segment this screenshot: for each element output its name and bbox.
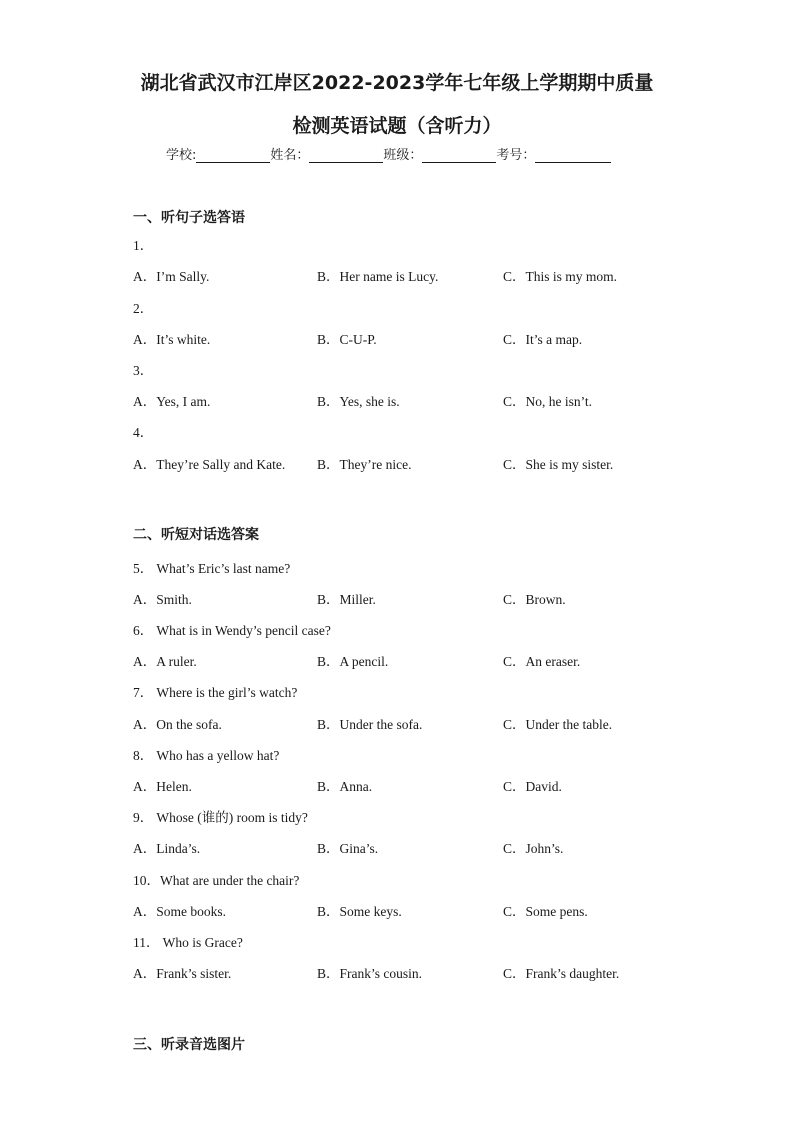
option-b[interactable]: B．C-U-P.	[317, 332, 377, 347]
option-a[interactable]: A．On the sofa.	[133, 717, 222, 732]
exam-number-blank[interactable]	[535, 147, 611, 163]
option-c[interactable]: C．Some pens.	[503, 904, 588, 919]
question-stem: 6． What is in Wendy’s pencil case?	[133, 623, 331, 638]
question-stem: 4．	[133, 425, 154, 440]
class-label: 班级：	[383, 148, 423, 163]
student-info-row	[166, 144, 611, 163]
option-a[interactable]: A．Some books.	[133, 904, 227, 919]
question-stem: 1．	[133, 238, 154, 253]
option-b[interactable]: B．Her name is Lucy.	[317, 269, 439, 284]
option-a[interactable]: A．I’m Sally.	[133, 269, 210, 284]
question-stem: 7． Where is the girl’s watch?	[133, 685, 298, 700]
option-c[interactable]: C．No, he isn’t.	[503, 394, 593, 409]
option-a[interactable]: A．A ruler.	[133, 654, 197, 669]
question-stem: 10．What are under the chair?	[133, 873, 300, 888]
option-b[interactable]: B．They’re nice.	[317, 457, 412, 472]
option-a[interactable]: A．Linda’s.	[133, 841, 201, 856]
question-stem: 5． What’s Eric’s last name?	[133, 561, 291, 576]
exam-number-label: 考号：	[496, 148, 536, 163]
option-b[interactable]: B．Under the sofa.	[317, 717, 423, 732]
option-b[interactable]: B．Miller.	[317, 592, 376, 607]
option-c[interactable]: C．Under the table.	[503, 717, 613, 732]
option-c[interactable]: C．This is my mom.	[503, 269, 618, 284]
section-title: 二、听短对话选答案	[133, 527, 259, 543]
name-blank[interactable]	[309, 147, 383, 163]
option-c[interactable]: C．David.	[503, 779, 562, 794]
school-blank[interactable]	[196, 147, 270, 163]
option-b[interactable]: B．Anna.	[317, 779, 373, 794]
option-b[interactable]: B．Some keys.	[317, 904, 402, 919]
question-stem: 2．	[133, 301, 154, 316]
section-title: 一、听句子选答语	[133, 210, 245, 226]
option-a[interactable]: A．Yes, I am.	[133, 394, 211, 409]
option-c[interactable]: C．John’s.	[503, 841, 564, 856]
option-a[interactable]: A．Smith.	[133, 592, 192, 607]
option-a[interactable]: A．Helen.	[133, 779, 192, 794]
question-stem: 3．	[133, 363, 154, 378]
section-title: 三、听录音选图片	[133, 1037, 245, 1053]
option-b[interactable]: B．Yes, she is.	[317, 394, 400, 409]
option-a[interactable]: A．They’re Sally and Kate.	[133, 457, 286, 472]
option-c[interactable]: C．It’s a map.	[503, 332, 583, 347]
option-c[interactable]: C．Frank’s daughter.	[503, 966, 620, 981]
name-label: 姓名：	[270, 148, 310, 163]
option-c[interactable]: C．An eraser.	[503, 654, 581, 669]
question-stem: 8． Who has a yellow hat?	[133, 748, 280, 763]
option-b[interactable]: B．A pencil.	[317, 654, 389, 669]
option-c[interactable]: C．Brown.	[503, 592, 566, 607]
option-b[interactable]: B．Gina’s.	[317, 841, 379, 856]
class-blank[interactable]	[422, 147, 496, 163]
exam-title-line2: 检测英语试题（含听力）	[292, 115, 502, 137]
option-a[interactable]: A．It’s white.	[133, 332, 211, 347]
exam-title-line1: 湖北省武汉市江岸区2022-2023学年七年级上学期期中质量	[140, 72, 654, 94]
question-stem: 11． Who is Grace?	[133, 935, 243, 950]
option-a[interactable]: A．Frank’s sister.	[133, 966, 232, 981]
question-stem: 9． Whose (谁的) room is tidy?	[133, 810, 308, 825]
option-c[interactable]: C．She is my sister.	[503, 457, 614, 472]
option-b[interactable]: B．Frank’s cousin.	[317, 966, 423, 981]
school-label: 学校:	[166, 148, 197, 163]
